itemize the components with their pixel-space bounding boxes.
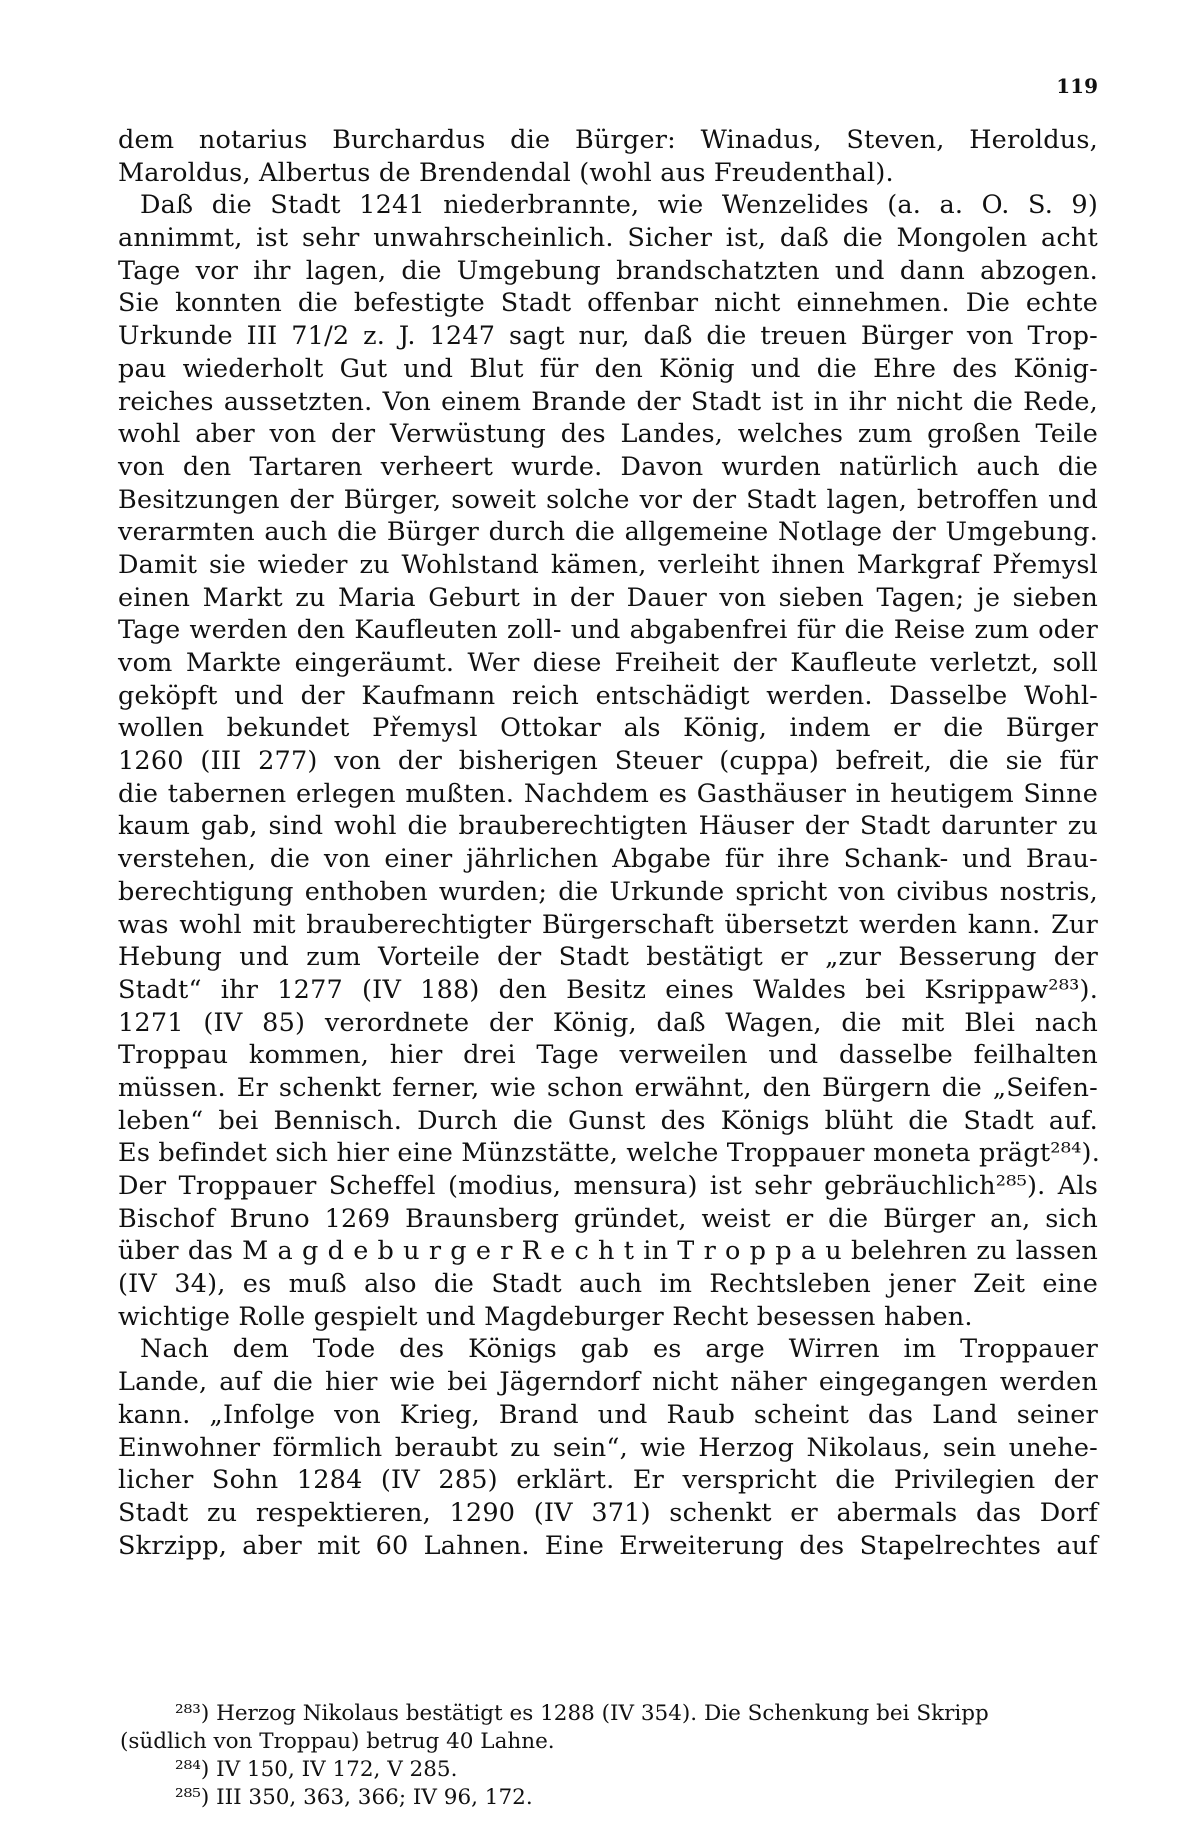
text-line: vom Markte eingeräumt. Wer diese Freiheit der Kaufleute verletzt, soll xyxy=(118,648,1098,678)
text-line: annimmt, ist sehr unwahrscheinlich. Sicher ist, daß die Mongolen acht xyxy=(118,223,1098,254)
text-line: licher Sohn 1284 (IV 285) erklärt. Er verspricht die Privilegien der xyxy=(118,1465,1098,1496)
text-line: was wohl mit brauberechtigter Bürgerschaft übersetzt werden kann. Zur xyxy=(118,909,1098,940)
text-line: reiches aussetzten. Von einem Brande der Stadt ist in ihr nicht die Rede, xyxy=(118,386,1098,417)
text-line: Sie konnten die befestigte Stadt offenbar nicht einnehmen. Die echte xyxy=(118,288,1098,319)
body-text xyxy=(118,124,1101,1562)
footnote-285: ²⁸⁵) III 350, 363, 366; IV 96, 172. xyxy=(175,1785,533,1810)
text-line: Stadt zu respektieren, 1290 (IV 371) schenkt er abermals das Dorf xyxy=(118,1497,1098,1528)
text-line: Einwohner förmlich beraubt zu sein“, wie Herzog Nikolaus, sein unehe- xyxy=(118,1432,1098,1463)
footnotes xyxy=(120,1700,1115,1812)
text-line: verarmten auch die Bürger durch die allgemeine Notlage der Umgebung. xyxy=(118,517,1098,548)
text-line: leben“ bei Bennisch. Durch die Gunst des Königs blüht die Stadt auf. xyxy=(118,1105,1098,1136)
text-line: die tabernen erlegen mußten. Nachdem es Gasthäuser in heutigem Sinne xyxy=(118,778,1098,809)
text-line: über das M a g d e b u r g e r R e c h t in T r o p p a u belehren zu lassen xyxy=(118,1236,1098,1267)
footnote-284: ²⁸⁴) IV 150, IV 172, V 285. xyxy=(175,1757,458,1782)
text-line: kaum gab, sind wohl die brauberechtigten Häuser der Stadt darunter zu xyxy=(118,811,1098,842)
text-line: pau wiederholt Gut und Blut für den König und die Ehre des König- xyxy=(118,353,1098,384)
text-line: Es befindet sich hier eine Münzstätte, welche Troppauer moneta prägt²⁸⁴). xyxy=(118,1138,1101,1169)
page-number: 119 xyxy=(1056,74,1098,98)
footnote-283-continued: (südlich von Troppau) betrug 40 Lahne. xyxy=(120,1729,555,1754)
text-line: Troppau kommen, hier drei Tage verweilen und dasselbe feilhalten xyxy=(118,1040,1098,1071)
text-line: Daß die Stadt 1241 niederbrannte, wie Wenzelides (a. a. O. S. 9) xyxy=(140,190,1098,221)
text-line: verstehen, die von einer jährlichen Abgabe für ihre Schank- und Brau- xyxy=(118,844,1098,875)
text-line: Lande, auf die hier wie bei Jägerndorf nicht näher eingegangen werden xyxy=(118,1367,1098,1398)
text-line: Urkunde III 71/2 z. J. 1247 sagt nur, daß die treuen Bürger von Trop- xyxy=(118,321,1098,352)
text-line: Besitzungen der Bürger, soweit solche vor der Stadt lagen, betroffen und xyxy=(118,484,1098,515)
text-line: Damit sie wieder zu Wohlstand kämen, verleiht ihnen Markgraf Přemysl xyxy=(118,549,1098,580)
text-line: Hebung und zum Vorteile der Stadt bestätigt er „zur Besserung der xyxy=(118,942,1098,973)
text-line: Maroldus, Albertus de Brendendal (wohl aus Freudenthal). xyxy=(118,157,894,188)
text-line: wichtige Rolle gespielt und Magdeburger Recht besessen haben. xyxy=(118,1301,973,1332)
text-line: Tage werden den Kaufleuten zoll- und abgabenfrei für die Reise zum oder xyxy=(118,615,1098,646)
text-line: 1271 (IV 85) verordnete der König, daß Wagen, die mit Blei nach xyxy=(118,1007,1098,1038)
text-line: geköpft und der Kaufmann reich entschädigt werden. Dasselbe Wohl- xyxy=(118,680,1098,711)
text-line: wollen bekundet Přemysl Ottokar als König, indem er die Bürger xyxy=(118,713,1098,744)
text-line: Skrzipp, aber mit 60 Lahnen. Eine Erweiterung des Stapelrechtes auf xyxy=(118,1530,1098,1561)
text-line: müssen. Er schenkt ferner, wie schon erwähnt, den Bürgern die „Seifen- xyxy=(118,1072,1098,1103)
text-line: kann. „Infolge von Krieg, Brand und Raub scheint das Land seiner xyxy=(118,1399,1098,1430)
text-line: einen Markt zu Maria Geburt in der Dauer von sieben Tagen; je sieben xyxy=(118,582,1098,613)
text-line: 1260 (III 277) von der bisherigen Steuer (cuppa) befreit, die sie für xyxy=(118,746,1098,777)
text-line: von den Tartaren verheert wurde. Davon wurden natürlich auch die xyxy=(118,451,1098,482)
text-line: Stadt“ ihr 1277 (IV 188) den Besitz eines Waldes bei Ksrippaw²⁸³). xyxy=(118,974,1098,1005)
text-line: Nach dem Tode des Königs gab es arge Wirren im Troppauer xyxy=(140,1334,1098,1365)
text-line: Tage vor ihr lagen, die Umgebung brandschatzten und dann abzogen. xyxy=(118,255,1098,286)
text-line: wohl aber von der Verwüstung des Landes, welches zum großen Teile xyxy=(118,419,1098,450)
footnote-283: ²⁸³) Herzog Nikolaus bestätigt es 1288 (IV 354). Die Schenkung bei Skripp xyxy=(175,1701,989,1726)
text-line: Bischof Bruno 1269 Braunsberg gründet, weist er die Bürger an, sich xyxy=(118,1203,1098,1234)
text-line: Der Troppauer Scheffel (modius, mensura) ist sehr gebräuchlich²⁸⁵). Als xyxy=(118,1171,1098,1201)
text-line: (IV 34), es muß also die Stadt auch im Rechtsleben jener Zeit eine xyxy=(118,1269,1098,1300)
text-line: berechtigung enthoben wurden; die Urkunde spricht von civibus nostris, xyxy=(118,876,1098,907)
text-line: dem notarius Burchardus die Bürger: Winadus, Steven, Heroldus, xyxy=(118,125,1098,155)
